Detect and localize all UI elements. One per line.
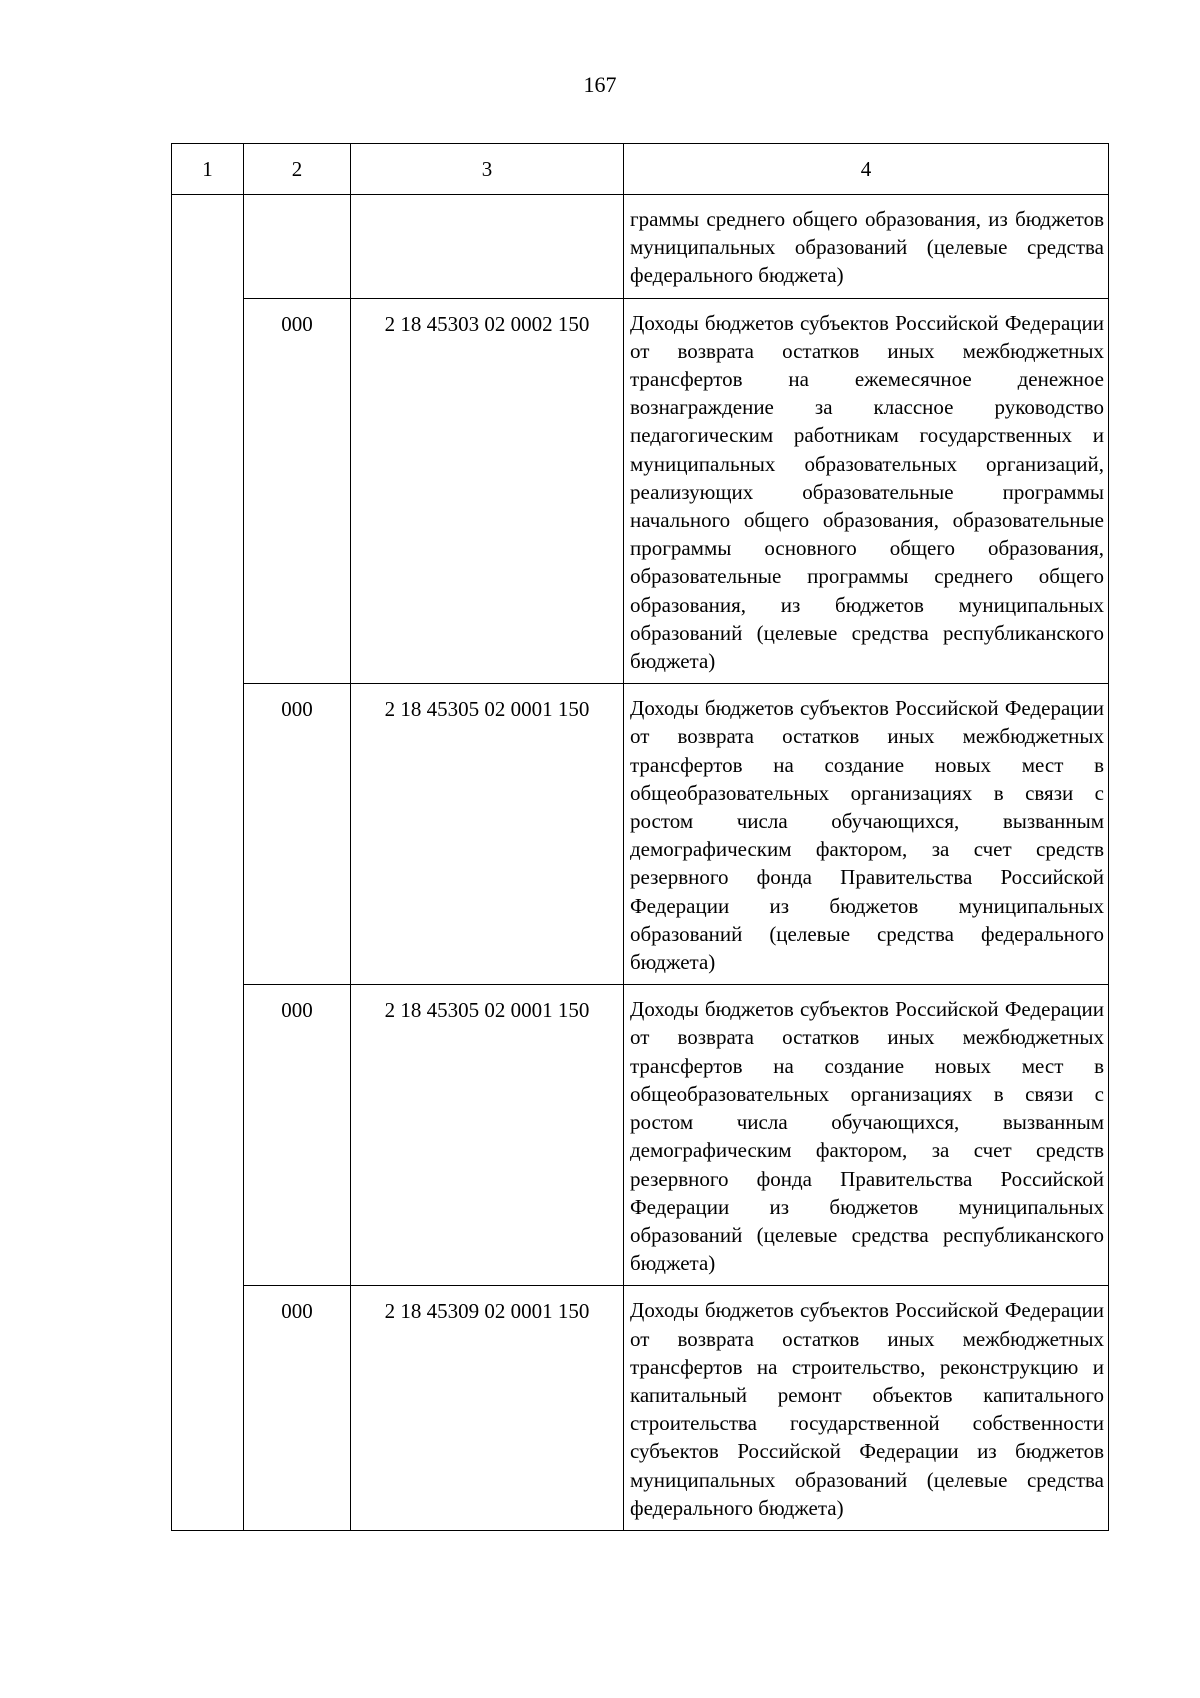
- table-body: [172, 195, 1109, 1531]
- table-row: [172, 1286, 1109, 1531]
- budget-classification-table: [171, 143, 1109, 1531]
- header-col-2: 2: [244, 144, 351, 195]
- table-row: [172, 298, 1109, 684]
- header-col-3: 3: [351, 144, 624, 195]
- description-cell: Доходы бюджетов субъектов Российской Федерации от возврата остатков иных межбюджетных трансфертов на ежемесячное денежное вознаграждение за классное руководство педагогическим работникам государственных и муниципальных образовательных организаций, реализующих образовательные программы начального общего образования, образовательные программы основного общего образования, образовательные программы среднего общего образования, из бюджетов муниципальных образований (целевые средства республиканского бюджета): [624, 298, 1109, 684]
- header-row: [172, 144, 1109, 195]
- header-col-4: 4: [624, 144, 1109, 195]
- admin-code-cell: 000: [244, 1286, 351, 1531]
- revenue-code-cell: 2 18 45303 02 0002 150: [351, 298, 624, 684]
- description-cell: Доходы бюджетов субъектов Российской Федерации от возврата остатков иных межбюджетных трансфертов на строительство, реконструкцию и капитальный ремонт объектов капитального строительства государственной собственности субъектов Российской Федерации из бюджетов муниципальных образований (целевые средства федерального бюджета): [624, 1286, 1109, 1531]
- admin-code-cell: [244, 195, 351, 299]
- admin-code-cell: 000: [244, 684, 351, 985]
- description-cell: Доходы бюджетов субъектов Российской Федерации от возврата остатков иных межбюджетных трансфертов на создание новых мест в общеобразовательных организациях в связи с ростом числа обучающихся, вызванным демографическим фактором, за счет средств резервного фонда Правительства Российской Федерации из бюджетов муниципальных образований (целевые средства федерального бюджета): [624, 684, 1109, 985]
- table-row: [172, 985, 1109, 1286]
- table-header: [172, 144, 1109, 195]
- admin-code-cell: 000: [244, 985, 351, 1286]
- revenue-code-cell: [351, 195, 624, 299]
- description-cell: граммы среднего общего образования, из бюджетов муниципальных образований (целевые средства федерального бюджета): [624, 195, 1109, 299]
- table-row: [172, 684, 1109, 985]
- page-number: 167: [583, 72, 617, 97]
- revenue-code-cell: 2 18 45305 02 0001 150: [351, 684, 624, 985]
- table-row: [172, 195, 1109, 299]
- col-1-cell: [172, 195, 244, 1531]
- admin-code-cell: 000: [244, 298, 351, 684]
- description-cell: Доходы бюджетов субъектов Российской Федерации от возврата остатков иных межбюджетных трансфертов на создание новых мест в общеобразовательных организациях в связи с ростом числа обучающихся, вызванным демографическим фактором, за счет средств резервного фонда Правительства Российской Федерации из бюджетов муниципальных образований (целевые средства республиканского бюджета): [624, 985, 1109, 1286]
- revenue-code-cell: 2 18 45309 02 0001 150: [351, 1286, 624, 1531]
- revenue-code-cell: 2 18 45305 02 0001 150: [351, 985, 624, 1286]
- header-col-1: 1: [172, 144, 244, 195]
